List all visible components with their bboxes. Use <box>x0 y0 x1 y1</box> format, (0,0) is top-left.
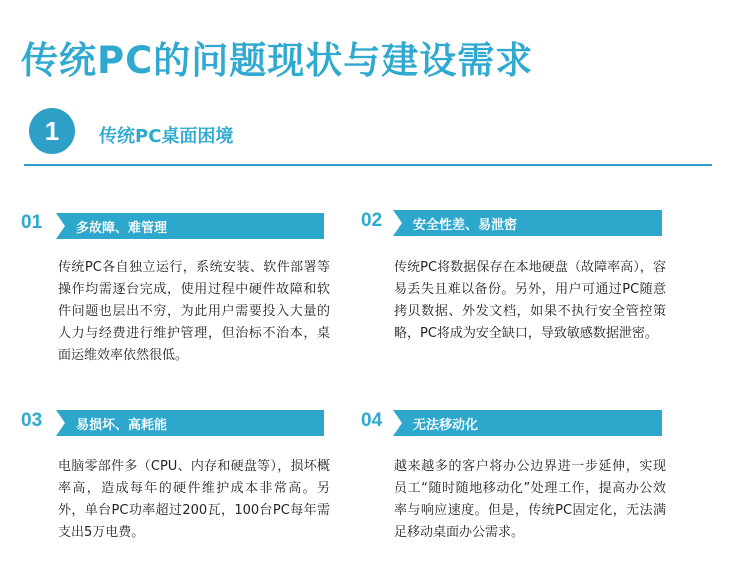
section-number-badge: 1 <box>29 108 75 154</box>
card-description: 传统PC各自独立运行，系统安装、软件部署等操作均需逐台完成，使用过程中硬件故障和软件问题也层出不穷，为此用户需要投入大量的人力与经费进行维护管理，但治标不治本，桌面运维效率依然很低。 <box>58 260 330 363</box>
card-number: 04 <box>361 410 383 431</box>
card-title-banner: 安全性差、易泄密 <box>393 210 662 236</box>
card-description: 传统PC将数据保存在本地硬盘（故障率高），容易丢失且难以备份。另外，用户可通过PC随意拷贝数据、外发文档，如果不执行安全管控策略，PC将成为安全缺口，导致敏感数据泄密。 <box>394 260 666 341</box>
card-title-banner: 易损坏、高耗能 <box>56 410 324 436</box>
section-title: 传统PC桌面困境 <box>99 126 234 147</box>
card-number: 01 <box>21 212 43 233</box>
card-number: 02 <box>361 210 383 231</box>
card-number: 03 <box>21 410 43 431</box>
card-title-banner: 无法移动化 <box>393 410 662 436</box>
card-title-banner: 多故障、难管理 <box>56 213 324 239</box>
card-description: 电脑零部件多（CPU、内存和硬盘等），损坏概率高，造成每年的硬件维护成本非常高。另外，单台PC功率超过200瓦，100台PC每年需支出5万电费。 <box>58 459 330 540</box>
card-description: 越来越多的客户将办公边界进一步延伸，实现员工“随时随地移动化”处理工作，提高办公效率与响应速度。但是，传统PC固定化，无法满足移动桌面办公需求。 <box>394 459 666 540</box>
page-title: 传统PC的问题现状与建设需求 <box>21 39 534 82</box>
section-divider <box>24 164 712 166</box>
